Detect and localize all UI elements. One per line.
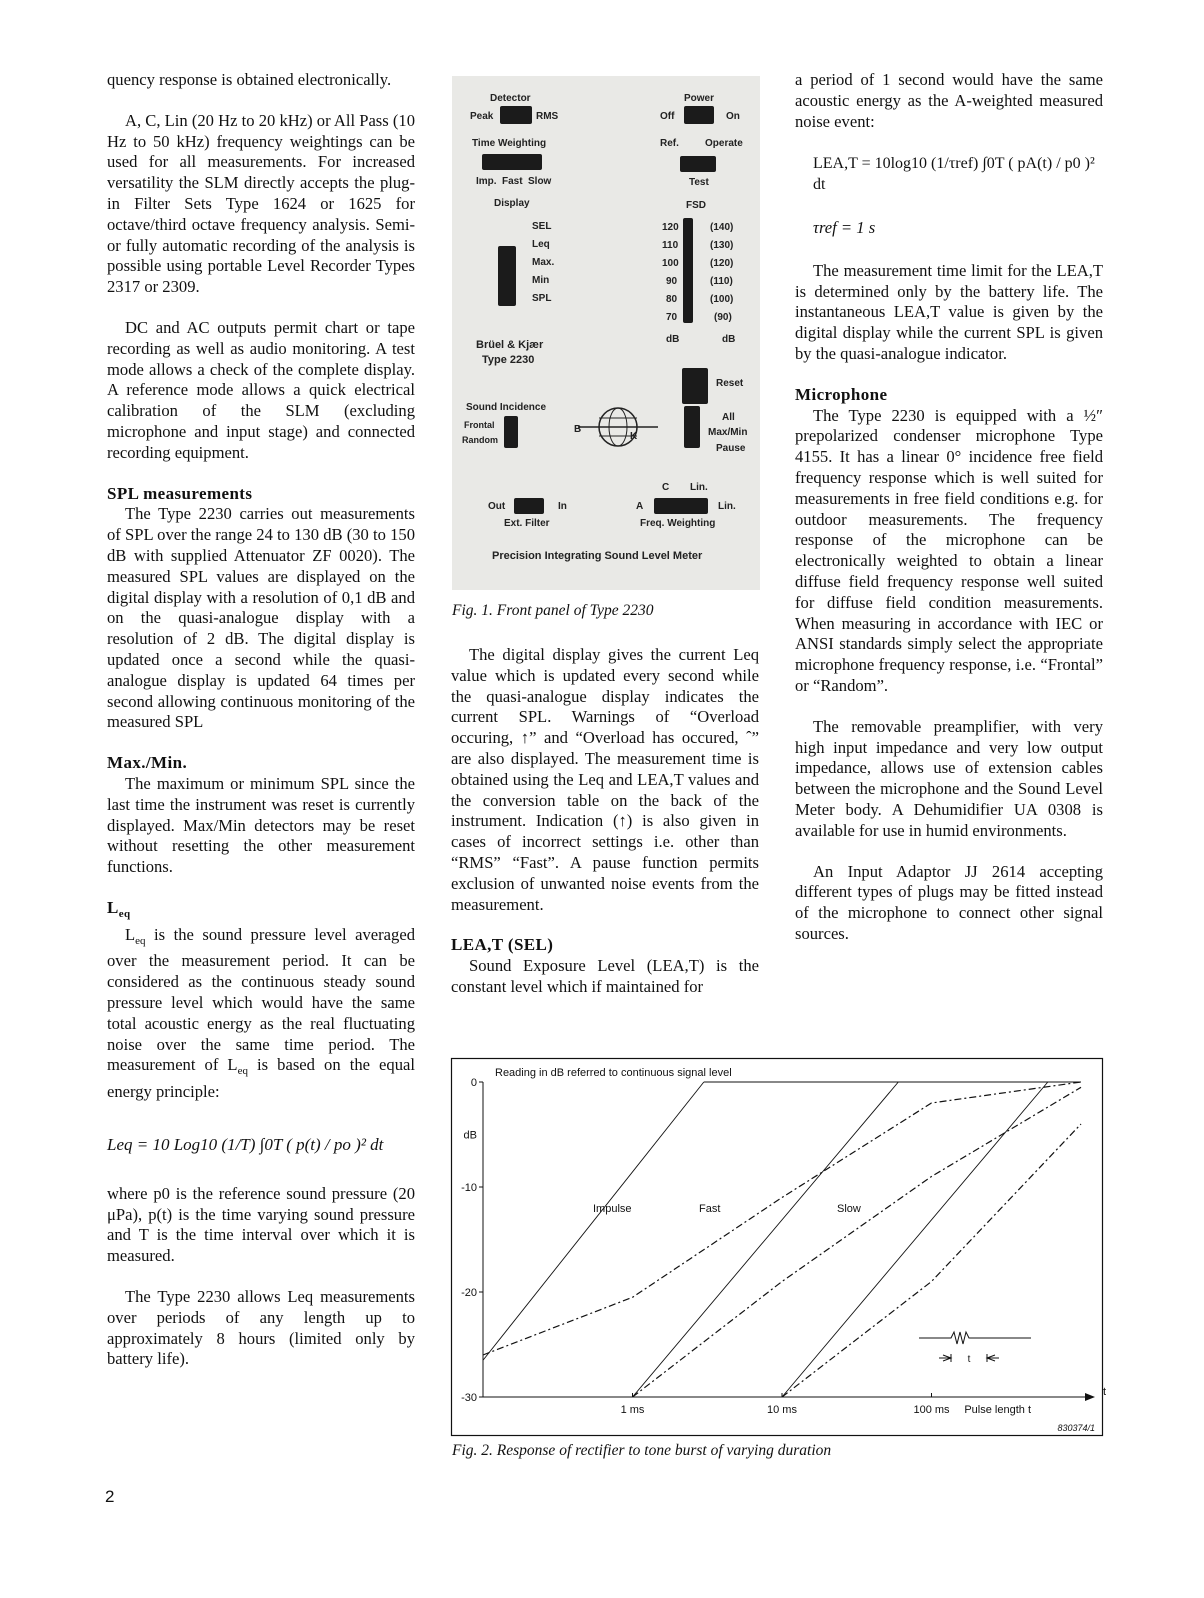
label-out: Out <box>488 501 506 512</box>
heading-text: L <box>107 897 119 917</box>
reset-select-switch <box>684 406 700 448</box>
label-slow: Slow <box>528 176 552 187</box>
freq-weighting-switch <box>654 498 708 514</box>
series-label-impulse: Impulse <box>593 1203 632 1215</box>
figure-1-caption: Fig. 1. Front panel of Type 2230 <box>452 602 654 619</box>
series-label-fast: Fast <box>699 1203 721 1215</box>
series-line-slow <box>782 1124 1081 1397</box>
paragraph: A, C, Lin (20 Hz to 20 kHz) or All Pass (10 Hz to 50 kHz) frequency weightings can be used for all measurements. For increased versatility the SLM directly accepts the plug-in Filter Sets Type 1624 or 1625 for octave/third octave frequency analysis. Semi- or fully automatic recording of the analysis is possible using portable Level Recorder Types 2317 or 2309. <box>107 110 415 297</box>
paragraph: The measurement time limit for the LEA,T is determined only by the battery life. The instantaneous LEA,T value is given by the digital display while the current SPL is given by the quasi-analogue indicator. <box>795 260 1103 363</box>
leq-formula: Leq = 10 Log10 (1/T) ∫0T ( p(t) / po )² dt <box>107 1135 384 1155</box>
label-lin: Lin. <box>718 501 736 512</box>
duration-arrow-right-icon <box>987 1354 999 1362</box>
fsd-switch <box>683 218 693 323</box>
type-label: Type 2230 <box>482 354 535 366</box>
scale-value: dB <box>722 334 736 345</box>
label-in: In <box>558 501 567 512</box>
x-axis-arrow-label: t <box>1103 1386 1107 1398</box>
page-number: 2 <box>105 1487 115 1506</box>
label-reset: Reset <box>716 378 744 389</box>
response-chart <box>451 1058 1107 1436</box>
label-ref: Ref. <box>660 138 679 149</box>
label-imp: Imp. <box>476 176 497 187</box>
logo-letter-b: B <box>574 424 582 435</box>
scale-value: (120) <box>710 258 734 269</box>
text: is based on the equal energy principle: <box>107 1055 415 1102</box>
label-time-weighting: Time Weighting <box>472 138 547 149</box>
label-rms: RMS <box>536 111 559 122</box>
scale-value: 90 <box>666 276 678 287</box>
paragraph: where p0 is the reference sound pressure (20 μPa), p(t) is the time varying sound pressure and T is the time interval over which it is measured. <box>107 1183 415 1266</box>
lea-formula: LEA,T = 10log10 (1/τref) ∫0T ( pA(t) / p0 )² dt <box>813 155 1095 194</box>
paragraph <box>107 925 415 1103</box>
figure-2-caption: Fig. 2. Response of rectifier to tone burst of varying duration <box>452 1442 832 1459</box>
label-frontal: Frontal <box>464 420 495 430</box>
label-lin-top: Lin. <box>690 482 708 493</box>
label-fsd: FSD <box>686 200 706 211</box>
label-freq-weighting: Freq. Weighting <box>640 518 716 529</box>
label-leq: Leq <box>532 239 550 250</box>
y-tick-label: 0 <box>470 1077 477 1089</box>
section-heading-microphone: Microphone <box>795 384 888 404</box>
label-sel: SEL <box>532 221 552 232</box>
x-tick-label: 1 ms <box>620 1404 645 1416</box>
scale-value: 100 <box>662 258 679 269</box>
scale-value: 110 <box>662 240 679 251</box>
label-detector: Detector <box>490 93 531 104</box>
reference-line <box>633 1082 899 1397</box>
label-ext-filter: Ext. Filter <box>504 518 550 529</box>
front-panel-photo <box>452 76 760 590</box>
sound-incidence-switch <box>504 416 518 448</box>
reference-line <box>782 1082 1048 1397</box>
column-2 <box>451 645 759 998</box>
x-axis-label: Pulse length t <box>964 1404 1031 1416</box>
label-display: Display <box>494 198 530 209</box>
panel-footer-title: Precision Integrating Sound Level Meter <box>492 550 703 562</box>
label-on: On <box>726 111 740 122</box>
y-tick-label: -10 <box>461 1182 477 1194</box>
reset-button <box>682 368 708 404</box>
bk-globe-logo-icon <box>578 404 658 450</box>
scale-value: 80 <box>666 294 678 305</box>
label-maxmin: Max/Min <box>708 427 748 438</box>
paragraph: The Type 2230 is equipped with a ½″ prepolarized condenser microphone Type 4155. It has a linear 0° incidence free field frequency response which is well suited for measurements in free field conditions e.g. for outdoor measurements. The frequency response of the microphone can be electronically weighted to obtain a linear diffuse field frequency response well suited for diffuse field condition measurements. When measuring in accordance with IEC or ANSI standards simply select the appropriate microphone frequency response, i.e. “Frontal” or “Random”. <box>795 405 1103 695</box>
scale-value: (140) <box>710 222 734 233</box>
tau-ref: τref = 1 s <box>813 217 876 237</box>
tone-burst-icon <box>919 1332 1031 1344</box>
y-tick-label: -30 <box>461 1392 477 1404</box>
label-fast: Fast <box>502 176 523 187</box>
section-heading-maxmin: Max./Min. <box>107 753 188 773</box>
paragraph: quency response is obtained electronically. <box>107 70 392 89</box>
brand-label: Brüel & Kjær <box>476 339 544 351</box>
scale-value: (110) <box>710 276 733 287</box>
duration-arrow-left-icon <box>939 1354 951 1362</box>
scale-value: (90) <box>714 312 732 323</box>
paragraph: Sound Exposure Level (LEA,T) is the constant level which if maintained for <box>451 956 759 996</box>
label-operate: Operate <box>705 138 743 149</box>
label-all: All <box>722 412 735 423</box>
reference-line <box>483 1082 704 1360</box>
time-weighting-switch <box>482 154 542 170</box>
label-pause: Pause <box>716 443 746 454</box>
y-tick-label: -20 <box>461 1287 477 1299</box>
scale-value: 120 <box>662 222 679 233</box>
label-off: Off <box>660 111 675 122</box>
label-c: C <box>662 482 670 493</box>
subscript: eq <box>135 934 146 947</box>
label-power: Power <box>684 93 715 104</box>
y-axis-label: dB <box>463 1129 477 1142</box>
paragraph: The removable preamplifier, with very high input impedance and very low output impedance, allows use of extension cables between the microphone and the Sound Level Meter body. A Dehumidifier UA 0308 is available for use in humid environments. <box>795 716 1103 840</box>
paragraph: An Input Adaptor JJ 2614 accepting different types of plugs may be fitted instead of the microphone to connect other signal sources. <box>795 861 1103 943</box>
ext-filter-switch <box>514 498 544 514</box>
label-sound-incidence: Sound Incidence <box>466 402 547 413</box>
column-3 <box>795 70 1103 945</box>
column-1 <box>107 70 415 1370</box>
label-test: Test <box>689 177 709 188</box>
label-min: Min <box>532 275 550 286</box>
display-switch <box>498 246 516 306</box>
label-peak: Peak <box>470 111 494 122</box>
figure-id: 830374/1 <box>1057 1423 1095 1433</box>
series-label-slow: Slow <box>837 1203 861 1215</box>
scale-value: 70 <box>666 312 678 323</box>
x-tick-label: 10 ms <box>767 1404 797 1416</box>
series-line-fast <box>633 1087 1082 1397</box>
scale-value: dB <box>666 334 680 345</box>
logo-letter-k: K <box>630 431 638 442</box>
x-tick-label: 100 ms <box>913 1404 950 1416</box>
chart-title: Reading in dB referred to continuous signal level <box>495 1067 732 1079</box>
power-switch <box>684 106 714 124</box>
text: is the sound pressure level averaged over the measurement period. It can be considered as the continuous steady sound pressure level which would have the same total acoustic energy as the real fluctuating noise over the same time period. The measurement of L <box>107 924 415 1075</box>
label-spl: SPL <box>532 293 552 304</box>
section-heading-leq <box>107 898 415 925</box>
chart-svg <box>451 1058 1107 1436</box>
paragraph: The Type 2230 allows Leq measurements over periods of any length up to approximately 8 hours (limited only by battery life). <box>107 1287 415 1369</box>
section-heading-sel: LEA,T (SEL) <box>451 935 554 955</box>
paragraph: The digital display gives the current Leq value which is updated every second while the quasi-analogue display indicates the current SPL. Warnings of “Overload occuring, ↑” and “Overload has occured, ˆ” are also displayed. The measurement time is obtained using the Leq and LEA,T values and the conversion table on the back of the instrument. Indication (↑) is also given in cases of incorrect settings i.e. other than “RMS” “Fast”. A pause function permits exclusion of unwanted noise events from the measurement. <box>451 645 759 914</box>
label-random: Random <box>462 435 498 445</box>
scale-value: (130) <box>710 240 734 251</box>
x-axis-arrow-icon <box>1085 1393 1095 1401</box>
duration-label: t <box>967 1354 971 1365</box>
paragraph: DC and AC outputs permit chart or tape recording as well as audio monitoring. A test mode allows a check of the complete display. A reference mode allows a quick electrical calibration of the SLM (excluding microphone and input stage) and connected recording equipment. <box>107 317 415 462</box>
section-heading-spl: SPL measurements <box>107 483 253 503</box>
paragraph: a period of 1 second would have the same acoustic energy as the A-weighted measured noise event: <box>795 70 1103 131</box>
subscript: eq <box>237 1065 248 1078</box>
heading-subscript: eq <box>118 907 131 920</box>
paragraph: The maximum or minimum SPL since the last time the instrument was reset is currently displayed. Max/Min detectors may be reset without resetting the other measurement functions. <box>107 773 415 877</box>
text: L <box>125 924 136 944</box>
mode-switch <box>680 156 716 172</box>
label-max: Max. <box>532 257 555 268</box>
label-a: A <box>636 501 644 512</box>
paragraph: The Type 2230 carries out measurements of SPL over the range 24 to 130 dB (30 to 150 dB with supplied Attenuator ZF 0020). The measured SPL values are displayed on the digital display with a resolution of 0,1 dB and on the quasi-analogue display with a resolution of 2 dB. The digital display is updated once a second while the quasi-analogue display is updated 64 times per second allowing continuous monitoring of the measured SPL <box>107 504 415 732</box>
detector-switch <box>500 106 532 124</box>
scale-value: (100) <box>710 294 734 305</box>
